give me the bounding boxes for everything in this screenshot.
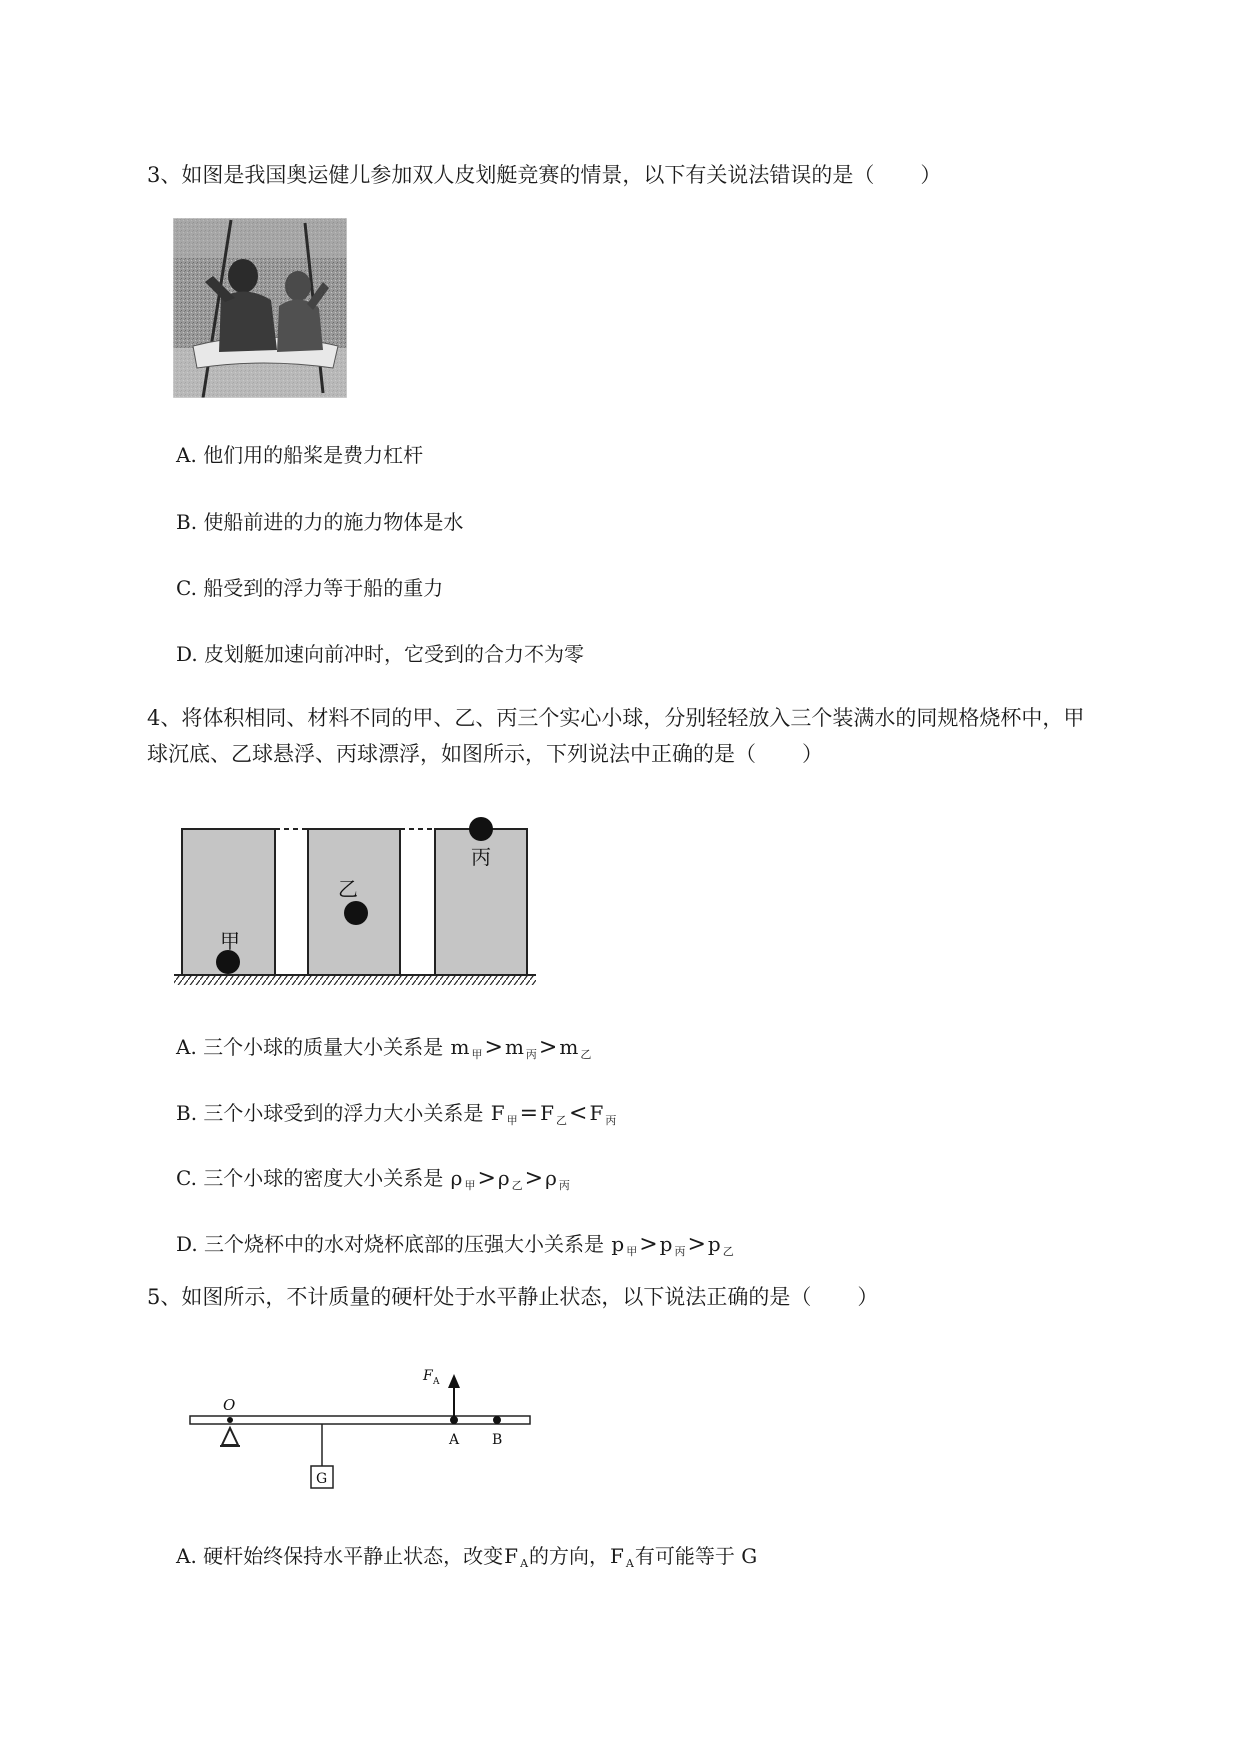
subscript: 乙: [722, 1245, 734, 1258]
question-4-line-2-text: 球沉底、乙球悬浮、丙球漂浮，如图所示，下列说法中正确的是（: [147, 742, 756, 766]
subscript: 甲: [626, 1245, 638, 1258]
relation: <: [569, 1101, 588, 1126]
symbol: p: [707, 1232, 721, 1256]
option-text: 三个小球的质量大小关系是: [203, 1035, 444, 1059]
ball-bing: [469, 817, 493, 841]
subscript: 丙: [558, 1179, 570, 1192]
question-3-option-d: [176, 639, 584, 669]
kayak-photo: [173, 218, 347, 398]
ball-yi-label: 乙: [338, 877, 358, 901]
symbol: ρ: [545, 1166, 557, 1190]
relation: =: [519, 1101, 539, 1126]
option-label: A.: [176, 1544, 197, 1568]
question-4-option-a: [176, 1032, 592, 1070]
question-4-option-b: [176, 1098, 617, 1136]
kayak-photo-svg: [173, 218, 347, 398]
pivot-point: [227, 1417, 233, 1423]
subscript: 甲: [506, 1114, 518, 1127]
question-3-option-c: [176, 573, 443, 603]
option-text: 使船前进的力的施力物体是水: [203, 510, 464, 534]
subscript: 丙: [605, 1114, 617, 1127]
point-b: [493, 1416, 501, 1424]
option-label: B.: [176, 1101, 198, 1125]
lever-svg: [180, 1358, 540, 1498]
relation: >: [484, 1035, 503, 1060]
relation: >: [639, 1232, 658, 1257]
subscript: 甲: [464, 1179, 476, 1192]
ball-jia-label: 甲: [220, 929, 240, 953]
option-text: 船受到的浮力等于船的重力: [203, 576, 444, 600]
subscript: 乙: [556, 1114, 567, 1127]
point-b-label: B: [492, 1432, 503, 1448]
relation: >: [687, 1232, 706, 1257]
subscript: A: [625, 1557, 634, 1570]
force-label: F: [423, 1368, 433, 1384]
subscript: A: [520, 1557, 529, 1570]
question-4-stem: [147, 700, 1084, 772]
relation: >: [538, 1035, 558, 1060]
symbol: m: [504, 1035, 524, 1059]
subscript: 丙: [674, 1245, 686, 1258]
symbol: ρ: [497, 1166, 510, 1190]
option-text: 有可能等于 G: [634, 1544, 758, 1568]
question-4-line-1: 4、将体积相同、材料不同的甲、乙、丙三个实心小球，分别轻轻放入三个装满水的同规格烧杯中，甲: [147, 706, 1085, 730]
lever-figure: [180, 1358, 540, 1498]
option-label: B.: [176, 510, 198, 534]
beakers-svg: [170, 812, 550, 988]
option-text: 的方向，: [529, 1544, 610, 1568]
option-label: C.: [176, 1166, 197, 1190]
relation: >: [477, 1166, 496, 1191]
symbol: m: [450, 1035, 470, 1059]
ground-hatch: [174, 975, 536, 985]
option-label: C.: [176, 576, 197, 600]
symbol: m: [559, 1035, 579, 1059]
symbol: F: [490, 1101, 505, 1125]
question-4-close: ）: [802, 742, 823, 766]
force-arrow-head: [448, 1374, 460, 1388]
fulcrum-icon: [222, 1428, 238, 1445]
symbol: F: [504, 1544, 519, 1568]
weight-label: G: [316, 1471, 328, 1487]
option-label: A.: [176, 1035, 197, 1059]
point-a-label: A: [449, 1432, 460, 1448]
question-5-close: ）: [857, 1285, 879, 1309]
option-label: A.: [176, 443, 197, 467]
option-text: 三个小球的密度大小关系是: [203, 1166, 444, 1190]
option-text: 三个小球受到的浮力大小关系是: [203, 1101, 484, 1125]
relation: >: [524, 1166, 544, 1191]
question-3-option-a: [176, 440, 423, 470]
option-text: 他们用的船桨是费力杠杆: [203, 443, 424, 467]
question-3-option-b: [176, 507, 463, 537]
option-label: D.: [176, 1232, 198, 1256]
question-5-stem: [147, 1279, 878, 1315]
question-4-option-d: [176, 1229, 735, 1267]
pivot-label: O: [223, 1396, 236, 1414]
symbol: ρ: [450, 1166, 463, 1190]
subscript: 乙: [580, 1048, 592, 1061]
question-3-text: 3、如图是我国奥运健儿参加双人皮划艇竞赛的情景，以下有关说法错误的是（: [147, 163, 875, 187]
question-4-option-c: [176, 1163, 571, 1201]
question-3-close: ）: [920, 163, 942, 187]
symbol: p: [659, 1232, 673, 1256]
symbol: p: [611, 1232, 625, 1256]
question-5-text: 5、如图所示，不计质量的硬杆处于水平静止状态，以下说法正确的是（: [147, 1285, 812, 1309]
symbol: F: [540, 1101, 554, 1125]
question-5-option-a: [176, 1541, 757, 1579]
symbol: F: [610, 1544, 624, 1568]
question-3-stem: [147, 157, 941, 193]
ball-bing-label: 丙: [471, 845, 491, 869]
option-text: 三个烧杯中的水对烧杯底部的压强大小关系是: [204, 1232, 605, 1256]
option-label: D.: [176, 642, 198, 666]
question-4-line-2: [147, 736, 1084, 772]
beakers-figure: [170, 812, 550, 988]
subscript: 甲: [471, 1048, 483, 1061]
subscript: 丙: [525, 1048, 537, 1061]
force-label-subscript: A: [433, 1377, 440, 1387]
ball-jia: [216, 950, 240, 974]
ball-yi: [344, 901, 368, 925]
option-text: 硬杆始终保持水平静止状态，改变: [203, 1544, 504, 1568]
subscript: 乙: [511, 1179, 523, 1192]
lever-bar: [190, 1416, 530, 1424]
symbol: F: [589, 1101, 604, 1125]
option-text: 皮划艇加速向前冲时，它受到的合力不为零: [204, 642, 585, 666]
